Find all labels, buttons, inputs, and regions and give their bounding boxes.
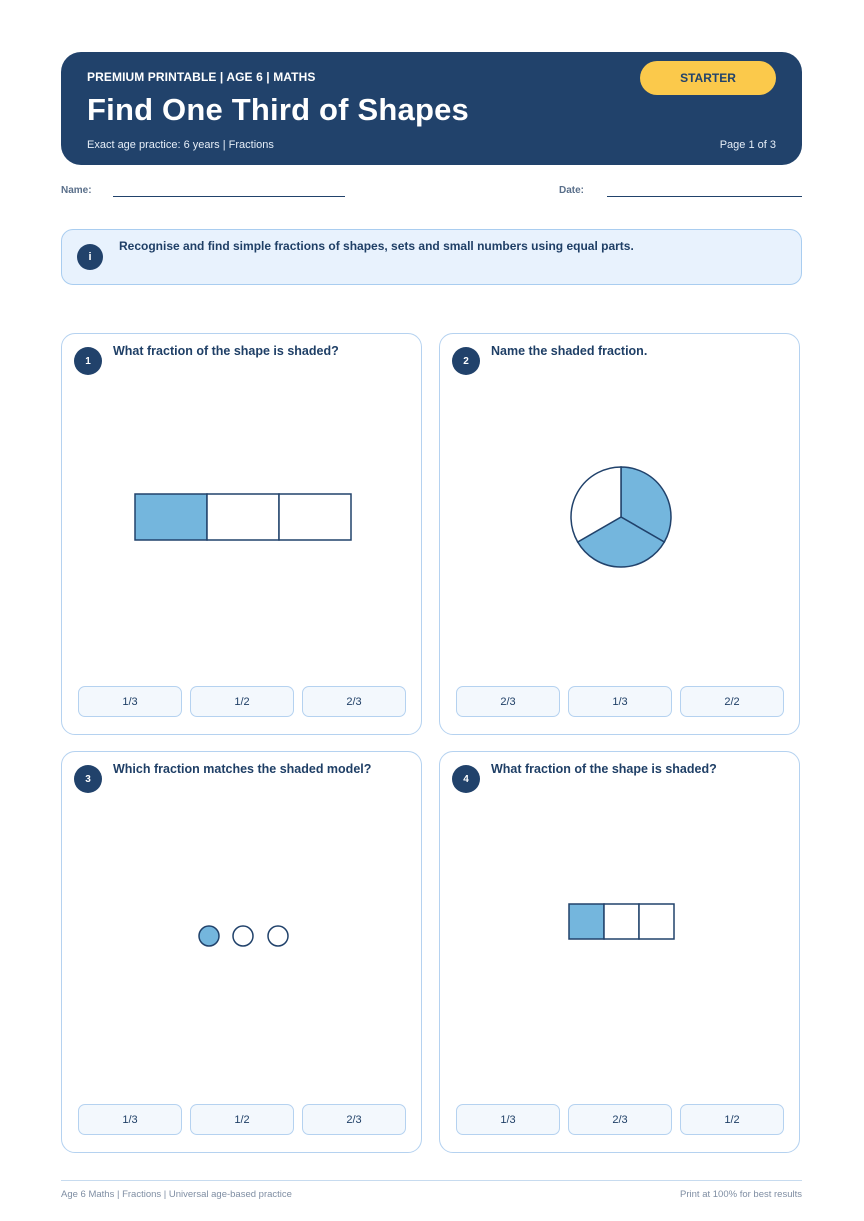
question-number: 4: [452, 765, 480, 793]
bar-part: [207, 494, 279, 540]
bar-part-shaded: [569, 904, 604, 939]
option-button[interactable]: 1/2: [190, 1104, 294, 1135]
page-number: Page 1 of 3: [719, 139, 776, 151]
bar-model-thirds-small: [440, 752, 801, 1154]
question-card-3: [61, 751, 422, 1153]
question-card-4: [439, 751, 800, 1153]
question-prompt: Name the shaded fraction.: [491, 344, 648, 358]
question-number: 2: [452, 347, 480, 375]
bar-part: [279, 494, 351, 540]
question-number: 3: [74, 765, 102, 793]
bar-model-thirds: [62, 334, 423, 736]
question-prompt: What fraction of the shape is shaded?: [491, 762, 717, 776]
footer-right-text: Print at 100% for best results: [680, 1189, 802, 1200]
option-button[interactable]: 1/3: [568, 686, 672, 717]
date-line[interactable]: [607, 196, 802, 197]
option-button[interactable]: 1/2: [190, 686, 294, 717]
option-button[interactable]: 2/3: [302, 1104, 406, 1135]
question-card-1: [61, 333, 422, 735]
option-button[interactable]: 2/3: [456, 686, 560, 717]
page-title: Find One Third of Shapes: [87, 92, 469, 127]
option-button[interactable]: 1/2: [680, 1104, 784, 1135]
option-button[interactable]: 2/3: [302, 686, 406, 717]
footer-left-text: Age 6 Maths | Fractions | Universal age-based practice: [61, 1189, 292, 1200]
level-badge: STARTER: [640, 61, 776, 95]
header-kicker: PREMIUM PRINTABLE | AGE 6 | MATHS: [87, 70, 316, 84]
bar-part: [639, 904, 674, 939]
option-button[interactable]: 2/2: [680, 686, 784, 717]
question-prompt: What fraction of the shape is shaded?: [113, 344, 339, 358]
dot: [233, 926, 253, 946]
circle-model-thirds: [440, 334, 801, 736]
name-line[interactable]: [113, 196, 345, 197]
dot: [268, 926, 288, 946]
bar-part: [604, 904, 639, 939]
option-button[interactable]: 1/3: [78, 1104, 182, 1135]
header-banner: [61, 52, 802, 165]
question-prompt: Which fraction matches the shaded model?: [113, 762, 372, 776]
question-card-2: [439, 333, 800, 735]
option-button[interactable]: 1/3: [78, 686, 182, 717]
option-button[interactable]: 1/3: [456, 1104, 560, 1135]
option-button[interactable]: 2/3: [568, 1104, 672, 1135]
header-subtitle: Exact age practice: 6 years | Fractions: [87, 139, 274, 151]
info-text: Recognise and find simple fractions of shapes, sets and small numbers using equal parts.: [119, 239, 634, 253]
dot-shaded: [199, 926, 219, 946]
bar-part-shaded: [135, 494, 207, 540]
question-number: 1: [74, 347, 102, 375]
info-box: [61, 229, 802, 285]
footer-divider: [61, 1180, 802, 1181]
name-label: Name:: [61, 185, 92, 196]
info-icon: i: [77, 244, 103, 270]
dot-set-model: [62, 752, 423, 1154]
date-label: Date:: [559, 185, 585, 196]
